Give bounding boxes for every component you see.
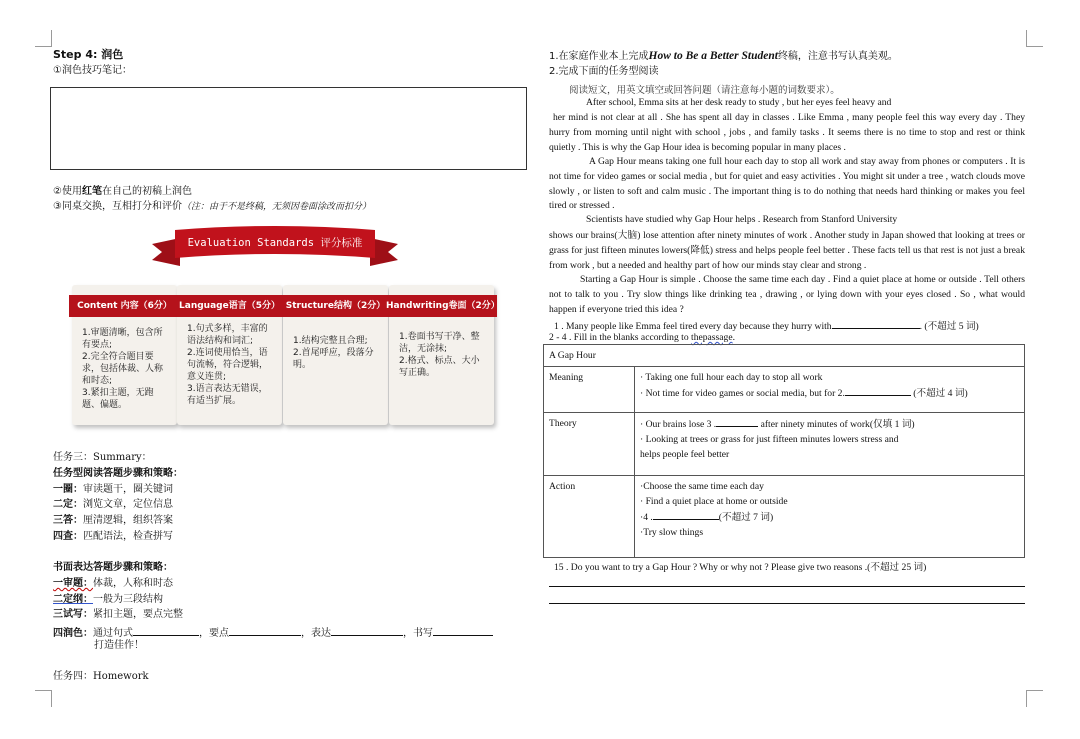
task3-label: 任务三：Summary： — [53, 452, 152, 463]
writing-step: 三试写：紧扣主题，要点完整 — [53, 609, 183, 620]
reading-strategy-title: 任务型阅读答题步骤和策略： — [53, 468, 183, 479]
criteria-card-language — [177, 285, 282, 425]
writing-step: 二定纲：一般为三段结构 — [53, 594, 163, 605]
passage-paragraph: shows our brains(大脑) lose attention after ninety minutes of work . Another study in Japan showed that looking at trees or grass for just fifteen minutes lowers(降低) stress and helps people feel better . These facts tell us that rest is not just a break from work , but a needed and healthy part of how our minds stay clear and strong . — [549, 230, 1025, 271]
writing-step-polish: 四润色：通过句式 ，要点 ，表达 ，书写 — [53, 625, 493, 640]
card-body: 1.结构完整且合理; 2.首尾呼应，段落分明。 — [293, 336, 374, 370]
polish-end: 打造佳作！ — [94, 640, 144, 651]
criteria-card-content — [72, 285, 177, 425]
crop-mark — [35, 690, 52, 707]
row-label: Action — [544, 476, 635, 558]
blank-line[interactable] — [229, 625, 301, 636]
table-cell: · Taking one full hour each day to stop all work · Not time for video games or social media, but for 2. (不超过 4 词) — [635, 367, 1025, 413]
question-1: 1 . Many people like Emma feel tired every day because they hurry with . (不超过 5 词) — [554, 318, 979, 332]
answer-blank-2[interactable] — [845, 385, 911, 396]
table-cell: · Our brains lose 3 . after ninety minutes of work(仅填 1 词) · Looking at trees or grass for just fifteen minutes lowers stress and helps people feel better — [635, 413, 1025, 476]
answer-blank-4[interactable] — [653, 509, 719, 520]
evaluation-banner — [150, 222, 400, 270]
homework-1: 1.在家庭作业本上完成How to Be a Better Student终稿，注意书写认真美观。 — [549, 50, 898, 62]
card-body: 1.句式多样，丰富的语法结构和词汇; 2.连词使用恰当，语句流畅，符合逻辑，意义连贯; 3.语言表达无错误，有适当扩展。 — [187, 324, 269, 406]
homework-2: 2.完成下面的任务型阅读 — [549, 66, 659, 77]
passage-line: After school, Emma sits at her desk ready to study , but her eyes feel heavy and — [586, 97, 892, 108]
passage-paragraph: her mind is not clear at all . She has spent all day in classes . Like Emma , many people feel this way every day . They hurry from morning until night with school , jobs , and family tasks . It seems there is no time to stop and rest or think quietly . This is why the Gap Hour idea is becoming popular in many places . — [549, 112, 1025, 153]
table-cell: ·Choose the same time each day · Find a quiet place at home or outside ·4 . (不超过 7 词) ·Try slow things — [635, 476, 1025, 558]
passage-paragraph: A Gap Hour means taking one full hour each day to stop all work and stay away from phones or computers . It is not time for video games or social media , but for quiet and easy activities . You might sit under a tree , watch clouds move slowly , or listen to soft and calm music . The important thing is to do nothing that needs hard thinking or makes you feel tired or stressed . — [549, 156, 1025, 212]
table-title: A Gap Hour — [544, 345, 1025, 367]
reading-step: 一圈：审读题干，圈关键词 — [53, 484, 173, 495]
answer-blank-3[interactable] — [716, 416, 758, 427]
notes-box[interactable] — [50, 87, 527, 170]
answer-blank-1[interactable] — [832, 318, 920, 329]
crop-mark — [35, 30, 52, 47]
row-label: Meaning — [544, 367, 635, 413]
red-pen-emphasis: 红笔 — [81, 186, 102, 197]
task4-label: 任务四：Homework — [53, 671, 149, 682]
row-label: Theory — [544, 413, 635, 476]
answer-line[interactable] — [549, 603, 1025, 604]
step4-note-2: ②使用红笔在自己的初稿上润色 — [53, 186, 192, 197]
criteria-card-structure — [283, 285, 388, 425]
criteria-card-handwriting — [386, 285, 500, 425]
card-title: Language语言（5分） — [174, 295, 285, 317]
blank-line[interactable] — [433, 625, 493, 636]
passage-paragraph: Starting a Gap Hour is simple . Choose the same time each day . Find a quiet place at home or outside . Tell others not to talk to you . Try slow things like drinking tea , drawing , or lying down with your eyes closed . So , what would happen if everyone tried this idea ? — [549, 274, 1025, 315]
crop-mark — [1026, 690, 1043, 707]
step4-note-1: ①润色技巧笔记： — [53, 65, 132, 76]
answer-line[interactable] — [549, 586, 1025, 587]
card-title: Structure结构（2分） — [280, 295, 391, 317]
card-body: 1.卷面书写干净、整洁，无涂抹; 2.格式、标点、大小写正确。 — [399, 332, 480, 378]
blank-line[interactable] — [133, 625, 199, 636]
reading-step: 二定：浏览文章，定位信息 — [53, 499, 173, 510]
card-body: 1.审题清晰，包含所有要点; 2.完全符合题目要求，包括体裁、人称和时态; 3.紧扣主题，无跑题、偏题。 — [82, 328, 164, 410]
question-2-4: 2 - 4 . Fill in the blanks according to thepassage. — [549, 332, 735, 343]
step4-title: Step 4: 润色 — [53, 48, 124, 61]
reading-step: 三答：厘清逻辑，组织答案 — [53, 515, 173, 526]
passage-line: Scientists have studied why Gap Hour helps . Research from Stanford University — [586, 214, 898, 225]
question-15: 15 . Do you want to try a Gap Hour ? Why or why not ? Please give two reasons .(不超过 25 词) — [554, 562, 927, 573]
writing-strategy-title: 书面表达答题步骤和策略： — [53, 562, 173, 573]
writing-step: 一审题：体裁，人称和时态 — [53, 578, 173, 589]
reading-step: 四查：匹配语法，检查拼写 — [53, 531, 173, 542]
banner-text: Evaluation Standards 评分标准 — [187, 237, 363, 249]
card-title: Handwriting卷面（2分） — [386, 295, 497, 317]
crop-mark — [1026, 30, 1043, 47]
gap-hour-table — [543, 344, 1025, 558]
essay-title: How to Be a Better Student — [648, 50, 778, 62]
instruction: 阅读短文，用英文填空或回答问题（请注意每小题的词数要求）。 — [569, 85, 840, 96]
step4-note-3: ③同桌交换，互相打分和评价（注：由于不是终稿，无须因卷面涂改而扣分） — [53, 201, 371, 212]
card-title: Content 内容（6分） — [69, 295, 180, 317]
blank-line[interactable] — [331, 625, 403, 636]
